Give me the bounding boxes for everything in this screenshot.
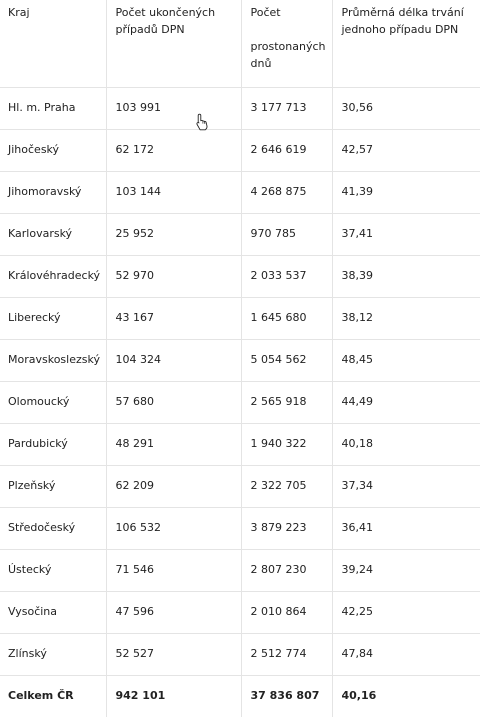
total-kraj: Celkem ČR (8, 689, 74, 702)
cell-pripady: 62 209 (106, 466, 241, 508)
cell-kraj: Jihočeský (0, 130, 106, 172)
cell-pripady: 43 167 (106, 298, 241, 340)
cell-dny: 3 879 223 (241, 508, 332, 550)
cell-dny: 3 177 713 (241, 88, 332, 130)
table-row (0, 592, 480, 634)
table-row (0, 382, 480, 424)
table-row (0, 256, 480, 298)
cell-dny: 2 033 537 (241, 256, 332, 298)
header-pocet-pripadu: Počet ukončených případů DPN (106, 0, 241, 88)
cell-dny: 2 646 619 (241, 130, 332, 172)
table-row (0, 508, 480, 550)
cell-kraj: Královéhradecký (0, 256, 106, 298)
header-pocet-dnu (241, 0, 332, 88)
cell-dny: 2 807 230 (241, 550, 332, 592)
table-row (0, 466, 480, 508)
cell-delka: 44,49 (332, 382, 480, 424)
header-kraj: Kraj (0, 0, 106, 88)
header-spacer (251, 21, 324, 38)
table-row (0, 88, 480, 130)
table-row (0, 550, 480, 592)
cell-delka: 38,39 (332, 256, 480, 298)
header-prumerna-delka: Průměrná délka trvání jednoho případu DPN (332, 0, 480, 88)
cell-pripady: 47 596 (106, 592, 241, 634)
cell-delka: 38,12 (332, 298, 480, 340)
cell-pripady: 71 546 (106, 550, 241, 592)
total-delka: 40,16 (332, 676, 480, 718)
cell-delka: 41,39 (332, 172, 480, 214)
cell-dny: 1 940 322 (241, 424, 332, 466)
cell-delka: 42,57 (332, 130, 480, 172)
cell-dny: 4 268 875 (241, 172, 332, 214)
cell-pripady: 62 172 (106, 130, 241, 172)
cell-kraj: Pardubický (0, 424, 106, 466)
cell-pripady: 52 527 (106, 634, 241, 676)
table-body (0, 88, 480, 676)
table-row (0, 298, 480, 340)
cell-delka: 36,41 (332, 508, 480, 550)
cell-pripady: 104 324 (106, 340, 241, 382)
cell-pripady: 48 291 (106, 424, 241, 466)
cell-kraj: Plzeňský (0, 466, 106, 508)
cell-delka: 48,45 (332, 340, 480, 382)
cell-kraj: Olomoucký (0, 382, 106, 424)
cell-delka: 40,18 (332, 424, 480, 466)
cell-kraj: Zlínský (0, 634, 106, 676)
cell-dny: 2 512 774 (241, 634, 332, 676)
header-pocet-dnu-line1: Počet (250, 6, 281, 19)
cell-dny: 2 010 864 (241, 592, 332, 634)
cell-delka: 47,84 (332, 634, 480, 676)
cell-pripady: 52 970 (106, 256, 241, 298)
cell-kraj: Hl. m. Praha (0, 88, 106, 130)
cell-kraj: Karlovarský (0, 214, 106, 256)
cell-delka: 37,34 (332, 466, 480, 508)
cell-kraj: Jihomoravský (0, 172, 106, 214)
cell-kraj: Moravskoslezský (0, 340, 106, 382)
cell-pripady: 103 991 (106, 88, 241, 130)
cell-pripady: 106 532 (106, 508, 241, 550)
table-row (0, 340, 480, 382)
total-dny: 37 836 807 (241, 676, 332, 718)
cell-pripady: 103 144 (106, 172, 241, 214)
table-row (0, 172, 480, 214)
table-row (0, 130, 480, 172)
cell-kraj: Středočeský (0, 508, 106, 550)
table-row (0, 424, 480, 466)
cell-pripady: 25 952 (106, 214, 241, 256)
cell-delka: 30,56 (332, 88, 480, 130)
cell-kraj: Vysočina (0, 592, 106, 634)
table-row (0, 634, 480, 676)
cell-delka: 37,41 (332, 214, 480, 256)
table-row (0, 214, 480, 256)
total-row (0, 676, 480, 718)
total-pripady: 942 101 (106, 676, 241, 718)
cell-dny: 1 645 680 (241, 298, 332, 340)
cell-dny: 5 054 562 (241, 340, 332, 382)
cell-kraj: Ústecký (0, 550, 106, 592)
cell-dny: 2 565 918 (241, 382, 332, 424)
cell-dny: 2 322 705 (241, 466, 332, 508)
cell-dny: 970 785 (241, 214, 332, 256)
cell-kraj: Liberecký (0, 298, 106, 340)
table-header-row (0, 0, 480, 88)
cell-delka: 39,24 (332, 550, 480, 592)
cell-delka: 42,25 (332, 592, 480, 634)
cell-pripady: 57 680 (106, 382, 241, 424)
header-pocet-dnu-line2: prostonaných dnů (250, 40, 326, 70)
